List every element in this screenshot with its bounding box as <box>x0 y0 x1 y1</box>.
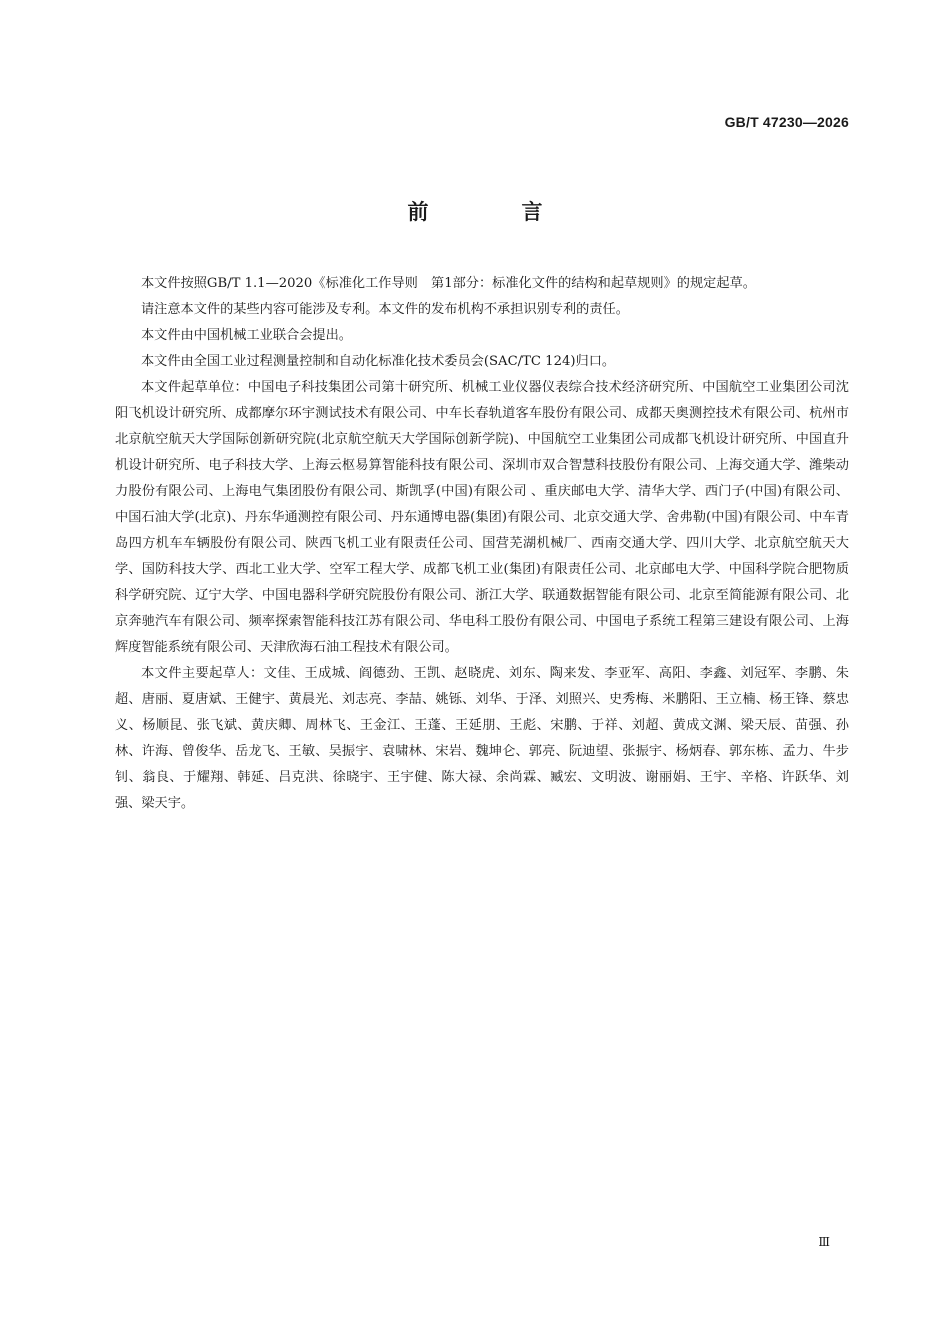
page-title: 前 言 <box>407 200 579 224</box>
foreword-body <box>115 271 849 817</box>
drafting-organizations-paragraph: 本文件起草单位：中国电子科技集团公司第十研究所、机械工业仪器仪表综合技术经济研究所、中国航空工业集团公司沈阳飞机设计研究所、成都摩尔环宇测试技术有限公司、中车长春轨道客车股份有限公司、成都天奥测控技术有限公司、杭州市北京航空航天大学国际创新研究院(北京航空航天大学国际创新学院)、中国航空工业集团公司成都飞机设计研究所、中国直升机设计研究所、电子科技大学、上海云枢易算智能科技有限公司、深圳市双合智慧科技股份有限公司、上海交通大学、潍柴动力股份有限公司、上海电气集团股份有限公司、斯凯孚(中国)有限公司 、重庆邮电大学、清华大学、西门子(中国)有限公司、中国石油大学(北京)、丹东华通测控有限公司、丹东通博电器(集团)有限公司、北京交通大学、舍弗勒(中国)有限公司、中车青岛四方机车车辆股份有限公司、陕西飞机工业有限责任公司、国营芜湖机械厂、西南交通大学、四川大学、北京航空航天大学、国防科技大学、西北工业大学、空军工程大学、成都飞机工业(集团)有限责任公司、北京邮电大学、中国科学院合肥物质科学研究院、辽宁大学、中国电器科学研究院股份有限公司、浙江大学、联通数据智能有限公司、北京至简能源有限公司、北京奔驰汽车有限公司、频率探索智能科技江苏有限公司、华电科工股份有限公司、中国电子系统工程第三建设有限公司、上海辉度智能系统有限公司、天津欣海石油工程技术有限公司。 <box>115 380 849 655</box>
document-code: GB/T 47230—2026 <box>724 114 849 130</box>
patent-notice-paragraph: 请注意本文件的某些内容可能涉及专利。本文件的发布机构不承担识别专利的责任。 <box>141 302 629 317</box>
proposer-paragraph: 本文件由中国机械工业联合会提出。 <box>141 328 352 343</box>
drafters-paragraph: 本文件主要起草人：文佳、王成城、阎德劲、王凯、赵晓虎、刘东、陶来发、李亚军、高阳、李鑫、刘冠军、李鹏、朱超、唐丽、夏唐斌、王健宇、黄晨光、刘志亮、李喆、姚铄、刘华、于泽、刘照兴、史秀梅、米鹏阳、王立楠、杨王锋、蔡忠义、杨顺昆、张飞斌、黄庆卿、周林飞、王金江、王蓬、王延朋、王彪、宋鹏、于祥、刘超、黄成文渊、梁天辰、苗强、孙林、许海、曾俊华、岳龙飞、王敏、吴振宇、袁啸林、宋岩、魏坤仑、郭亮、阮迪望、张振宇、杨炳春、郭东栋、孟力、牛步钊、翁良、于耀翔、韩延、吕克洪、徐晓宇、王宇健、陈大禄、余尚霖、臧宏、文明波、谢丽娟、王宇、辛格、许跃华、刘强、梁天宇。 <box>115 666 849 811</box>
drafting-rules-paragraph: 本文件按照GB/T 1.1—2020《标准化工作导则 第1部分：标准化文件的结构和起草规则》的规定起草。 <box>141 276 756 291</box>
committee-paragraph: 本文件由全国工业过程测量控制和自动化标准化技术委员会(SAC/TC 124)归口。 <box>141 354 616 369</box>
page-number: Ⅲ <box>818 1235 830 1249</box>
